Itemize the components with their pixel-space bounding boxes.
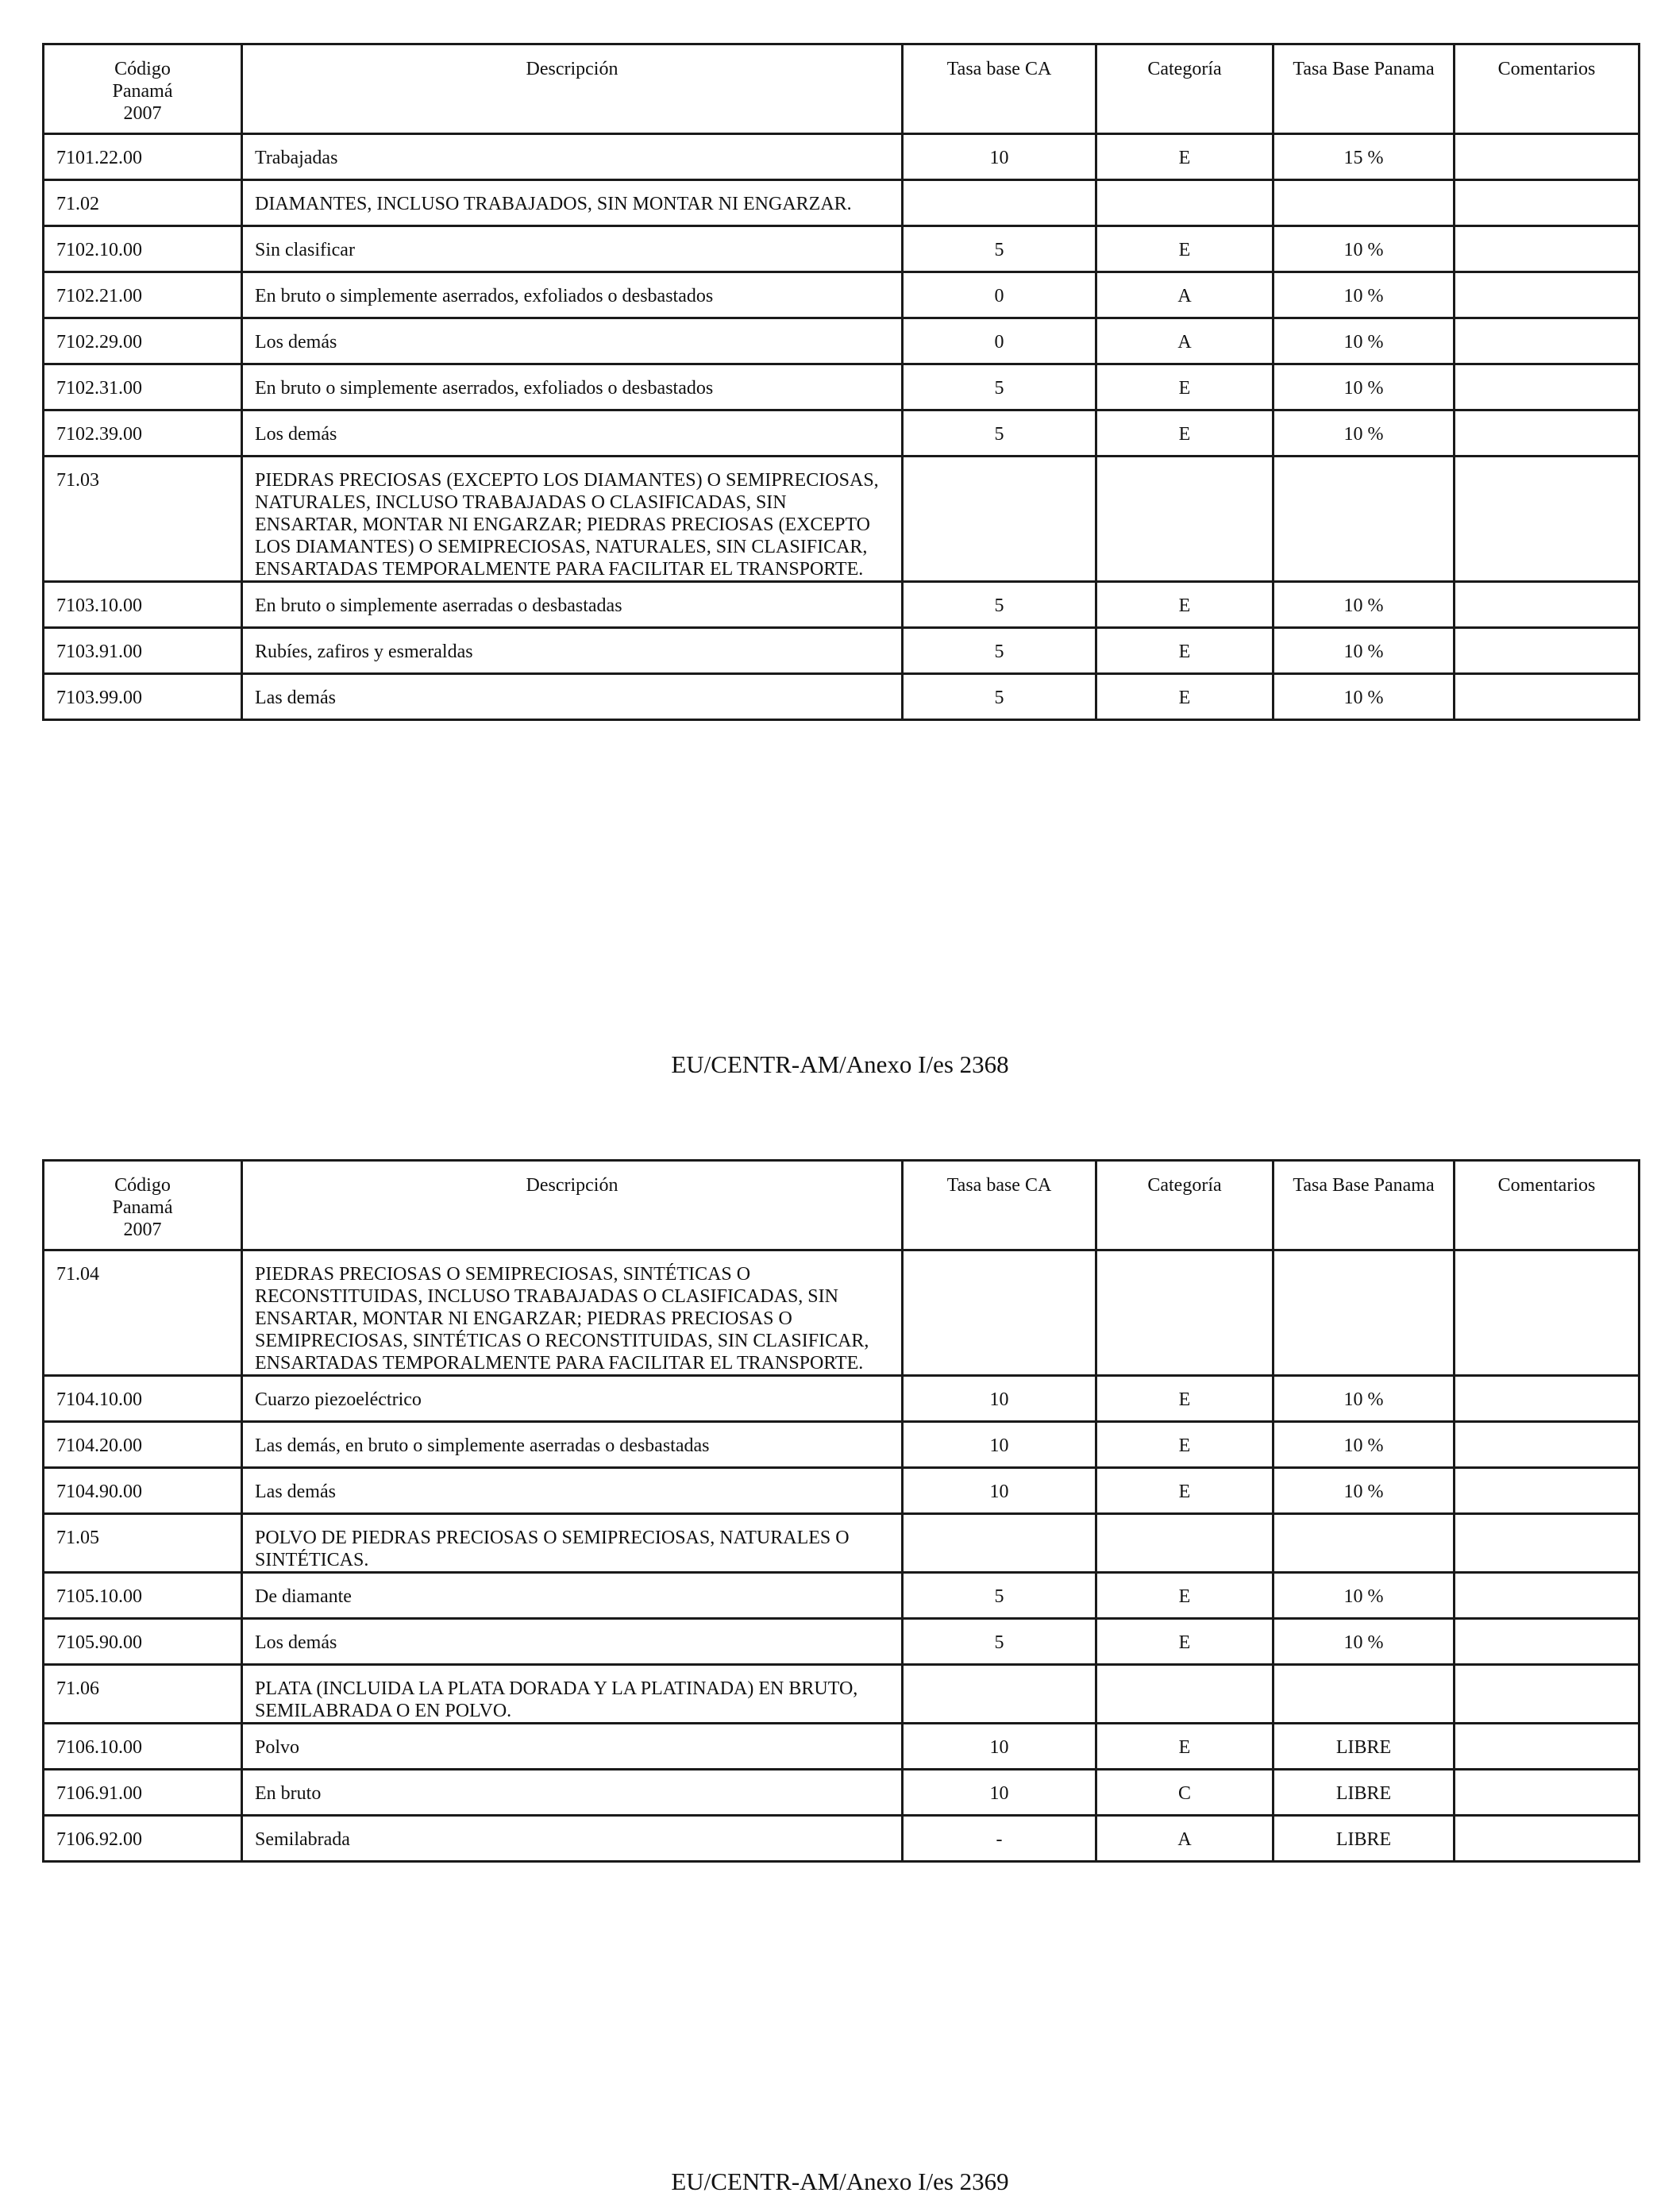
- cell-code: 7102.39.00: [44, 410, 242, 457]
- cell-code: 7106.10.00: [44, 1724, 242, 1770]
- header-description: Descripción: [242, 1161, 903, 1250]
- cell-comentarios: [1455, 1376, 1640, 1422]
- header-tasa-base-ca: Tasa base CA: [903, 44, 1096, 134]
- header-code: Código Panamá 2007: [44, 1161, 242, 1250]
- cell-code: 71.03: [44, 457, 242, 582]
- header-comentarios: Comentarios: [1455, 1161, 1640, 1250]
- cell-tasa-base-ca: 0: [903, 272, 1096, 318]
- cell-tasa-base-panama: 10 %: [1273, 1619, 1455, 1665]
- header-categoria: Categoría: [1096, 44, 1273, 134]
- table-header-row: [44, 44, 1640, 134]
- table-row: [44, 674, 1640, 720]
- cell-categoria: E: [1096, 1468, 1273, 1514]
- table-row: [44, 226, 1640, 272]
- table-row: [44, 1422, 1640, 1468]
- table-row: [44, 1514, 1640, 1573]
- tariff-table-1: [42, 43, 1640, 721]
- cell-description: En bruto o simplemente aserrados, exfoliados o desbastados: [242, 364, 903, 410]
- cell-code: 7104.90.00: [44, 1468, 242, 1514]
- cell-code: 7102.29.00: [44, 318, 242, 364]
- cell-tasa-base-panama: 10 %: [1273, 1376, 1455, 1422]
- cell-tasa-base-ca: [903, 1514, 1096, 1573]
- cell-tasa-base-panama: 10 %: [1273, 410, 1455, 457]
- cell-tasa-base-ca: [903, 1665, 1096, 1724]
- header-description: Descripción: [242, 44, 903, 134]
- table-row: [44, 1468, 1640, 1514]
- cell-comentarios: [1455, 1816, 1640, 1862]
- cell-tasa-base-panama: [1273, 1665, 1455, 1724]
- cell-comentarios: [1455, 1514, 1640, 1573]
- cell-code: 71.06: [44, 1665, 242, 1724]
- cell-code: 7102.31.00: [44, 364, 242, 410]
- cell-categoria: E: [1096, 364, 1273, 410]
- table-row: [44, 1816, 1640, 1862]
- cell-comentarios: [1455, 134, 1640, 180]
- cell-description: Los demás: [242, 410, 903, 457]
- table-body-1: [44, 134, 1640, 720]
- cell-categoria: E: [1096, 134, 1273, 180]
- header-comentarios: Comentarios: [1455, 44, 1640, 134]
- cell-categoria: E: [1096, 1422, 1273, 1468]
- cell-comentarios: [1455, 1619, 1640, 1665]
- cell-categoria: E: [1096, 1376, 1273, 1422]
- cell-code: 7106.91.00: [44, 1770, 242, 1816]
- cell-tasa-base-panama: 10 %: [1273, 674, 1455, 720]
- cell-categoria: E: [1096, 226, 1273, 272]
- cell-categoria: A: [1096, 1816, 1273, 1862]
- cell-categoria: E: [1096, 628, 1273, 674]
- table-row: [44, 1665, 1640, 1724]
- cell-comentarios: [1455, 318, 1640, 364]
- header-tasa-base-ca: Tasa base CA: [903, 1161, 1096, 1250]
- page-reference-2368: EU/CENTR-AM/Anexo I/es 2368: [671, 1050, 1009, 1078]
- table-row: [44, 1573, 1640, 1619]
- cell-tasa-base-ca: 10: [903, 1724, 1096, 1770]
- cell-categoria: A: [1096, 272, 1273, 318]
- cell-description: PIEDRAS PRECIOSAS (EXCEPTO LOS DIAMANTES) O SEMIPRECIOSAS, NATURALES, INCLUSO TRABAJADAS O CLASIFICADAS, SIN ENSARTAR, MONTAR NI ENGARZAR; PIEDRAS PRECIOSAS (EXCEPTO LOS DIAMANTES) O SEMIPRECIOSAS, NATURALES, SIN CLASIFICAR, ENSARTADAS TEMPORALMENTE PARA FACILITAR EL TRANSPORTE.: [242, 457, 903, 582]
- cell-code: 7105.10.00: [44, 1573, 242, 1619]
- cell-comentarios: [1455, 410, 1640, 457]
- cell-comentarios: [1455, 1250, 1640, 1376]
- cell-categoria: [1096, 1665, 1273, 1724]
- cell-categoria: [1096, 180, 1273, 226]
- cell-tasa-base-panama: [1273, 457, 1455, 582]
- cell-categoria: [1096, 1250, 1273, 1376]
- cell-tasa-base-ca: [903, 1250, 1096, 1376]
- header-categoria: Categoría: [1096, 1161, 1273, 1250]
- cell-description: De diamante: [242, 1573, 903, 1619]
- table-row: [44, 410, 1640, 457]
- cell-comentarios: [1455, 1573, 1640, 1619]
- cell-description: Los demás: [242, 1619, 903, 1665]
- cell-description: Rubíes, zafiros y esmeraldas: [242, 628, 903, 674]
- cell-description: En bruto: [242, 1770, 903, 1816]
- cell-code: 7102.10.00: [44, 226, 242, 272]
- cell-categoria: E: [1096, 674, 1273, 720]
- cell-tasa-base-ca: 5: [903, 226, 1096, 272]
- cell-comentarios: [1455, 582, 1640, 628]
- cell-categoria: E: [1096, 410, 1273, 457]
- cell-comentarios: [1455, 364, 1640, 410]
- cell-tasa-base-ca: 5: [903, 628, 1096, 674]
- cell-description: Las demás: [242, 674, 903, 720]
- table-row: [44, 1376, 1640, 1422]
- cell-categoria: E: [1096, 1573, 1273, 1619]
- table-row: [44, 272, 1640, 318]
- cell-categoria: A: [1096, 318, 1273, 364]
- cell-description: Las demás, en bruto o simplemente aserradas o desbastadas: [242, 1422, 903, 1468]
- page-reference-2369: EU/CENTR-AM/Anexo I/es 2369: [671, 2167, 1009, 2195]
- cell-description: Trabajadas: [242, 134, 903, 180]
- cell-description: Las demás: [242, 1468, 903, 1514]
- table-row: [44, 1619, 1640, 1665]
- cell-comentarios: [1455, 272, 1640, 318]
- table-row: [44, 134, 1640, 180]
- cell-tasa-base-ca: [903, 180, 1096, 226]
- table-row: [44, 364, 1640, 410]
- cell-tasa-base-panama: 15 %: [1273, 134, 1455, 180]
- cell-code: 7106.92.00: [44, 1816, 242, 1862]
- cell-tasa-base-panama: [1273, 1514, 1455, 1573]
- cell-tasa-base-ca: 5: [903, 582, 1096, 628]
- cell-tasa-base-panama: 10 %: [1273, 628, 1455, 674]
- cell-code: 7104.10.00: [44, 1376, 242, 1422]
- table-row: [44, 582, 1640, 628]
- cell-tasa-base-ca: 5: [903, 410, 1096, 457]
- table-header-row: [44, 1161, 1640, 1250]
- cell-description: Sin clasificar: [242, 226, 903, 272]
- cell-comentarios: [1455, 1665, 1640, 1724]
- cell-description: Polvo: [242, 1724, 903, 1770]
- cell-code: 7105.90.00: [44, 1619, 242, 1665]
- cell-comentarios: [1455, 1770, 1640, 1816]
- cell-code: 7104.20.00: [44, 1422, 242, 1468]
- cell-categoria: E: [1096, 1619, 1273, 1665]
- cell-code: 7101.22.00: [44, 134, 242, 180]
- cell-categoria: [1096, 1514, 1273, 1573]
- cell-description: PLATA (INCLUIDA LA PLATA DORADA Y LA PLATINADA) EN BRUTO, SEMILABRADA O EN POLVO.: [242, 1665, 903, 1724]
- cell-tasa-base-panama: 10 %: [1273, 226, 1455, 272]
- cell-code: 7103.99.00: [44, 674, 242, 720]
- cell-code: 7102.21.00: [44, 272, 242, 318]
- cell-tasa-base-ca: 10: [903, 1422, 1096, 1468]
- cell-description: Semilabrada: [242, 1816, 903, 1862]
- cell-tasa-base-panama: 10 %: [1273, 1468, 1455, 1514]
- cell-comentarios: [1455, 226, 1640, 272]
- table-row: [44, 318, 1640, 364]
- cell-comentarios: [1455, 1468, 1640, 1514]
- cell-tasa-base-panama: LIBRE: [1273, 1724, 1455, 1770]
- cell-tasa-base-ca: [903, 457, 1096, 582]
- cell-categoria: E: [1096, 582, 1273, 628]
- cell-tasa-base-ca: 10: [903, 134, 1096, 180]
- table-row: [44, 180, 1640, 226]
- cell-tasa-base-ca: 5: [903, 1573, 1096, 1619]
- cell-tasa-base-ca: 0: [903, 318, 1096, 364]
- cell-code: 71.05: [44, 1514, 242, 1573]
- cell-code: 71.02: [44, 180, 242, 226]
- table-row: [44, 1770, 1640, 1816]
- cell-tasa-base-ca: 5: [903, 364, 1096, 410]
- cell-tasa-base-panama: 10 %: [1273, 272, 1455, 318]
- cell-code: 7103.91.00: [44, 628, 242, 674]
- cell-comentarios: [1455, 1422, 1640, 1468]
- cell-description: Cuarzo piezoeléctrico: [242, 1376, 903, 1422]
- cell-categoria: [1096, 457, 1273, 582]
- table-row: [44, 1250, 1640, 1376]
- table-row: [44, 457, 1640, 582]
- table-row: [44, 1724, 1640, 1770]
- cell-tasa-base-panama: [1273, 1250, 1455, 1376]
- cell-description: En bruto o simplemente aserradas o desbastadas: [242, 582, 903, 628]
- header-code: Código Panamá 2007: [44, 44, 242, 134]
- cell-comentarios: [1455, 180, 1640, 226]
- cell-description: Los demás: [242, 318, 903, 364]
- cell-comentarios: [1455, 674, 1640, 720]
- cell-tasa-base-panama: [1273, 180, 1455, 226]
- header-tasa-base-panama: Tasa Base Panama: [1273, 44, 1455, 134]
- cell-tasa-base-panama: LIBRE: [1273, 1770, 1455, 1816]
- cell-categoria: C: [1096, 1770, 1273, 1816]
- cell-tasa-base-ca: 10: [903, 1376, 1096, 1422]
- cell-tasa-base-ca: 10: [903, 1770, 1096, 1816]
- cell-tasa-base-panama: 10 %: [1273, 1573, 1455, 1619]
- cell-tasa-base-panama: 10 %: [1273, 1422, 1455, 1468]
- cell-code: 71.04: [44, 1250, 242, 1376]
- cell-comentarios: [1455, 457, 1640, 582]
- cell-comentarios: [1455, 628, 1640, 674]
- header-tasa-base-panama: Tasa Base Panama: [1273, 1161, 1455, 1250]
- cell-tasa-base-panama: LIBRE: [1273, 1816, 1455, 1862]
- tariff-table-2: [42, 1159, 1640, 1863]
- cell-description: POLVO DE PIEDRAS PRECIOSAS O SEMIPRECIOSAS, NATURALES O SINTÉTICAS.: [242, 1514, 903, 1573]
- cell-description: PIEDRAS PRECIOSAS O SEMIPRECIOSAS, SINTÉTICAS O RECONSTITUIDAS, INCLUSO TRABAJADAS O CLASIFICADAS, SIN ENSARTAR, MONTAR NI ENGARZAR; PIEDRAS PRECIOSAS O SEMIPRECIOSAS, SINTÉTICAS O RECONSTITUIDAS, SIN CLASIFICAR, ENSARTADAS TEMPORALMENTE PARA FACILITAR EL TRANSPORTE.: [242, 1250, 903, 1376]
- cell-description: DIAMANTES, INCLUSO TRABAJADOS, SIN MONTAR NI ENGARZAR.: [242, 180, 903, 226]
- table-row: [44, 628, 1640, 674]
- cell-description: En bruto o simplemente aserrados, exfoliados o desbastados: [242, 272, 903, 318]
- cell-categoria: E: [1096, 1724, 1273, 1770]
- cell-code: 7103.10.00: [44, 582, 242, 628]
- cell-tasa-base-ca: 5: [903, 674, 1096, 720]
- cell-tasa-base-panama: 10 %: [1273, 364, 1455, 410]
- cell-tasa-base-ca: -: [903, 1816, 1096, 1862]
- cell-tasa-base-panama: 10 %: [1273, 318, 1455, 364]
- cell-comentarios: [1455, 1724, 1640, 1770]
- table-body-2: [44, 1250, 1640, 1862]
- cell-tasa-base-ca: 10: [903, 1468, 1096, 1514]
- cell-tasa-base-panama: 10 %: [1273, 582, 1455, 628]
- cell-tasa-base-ca: 5: [903, 1619, 1096, 1665]
